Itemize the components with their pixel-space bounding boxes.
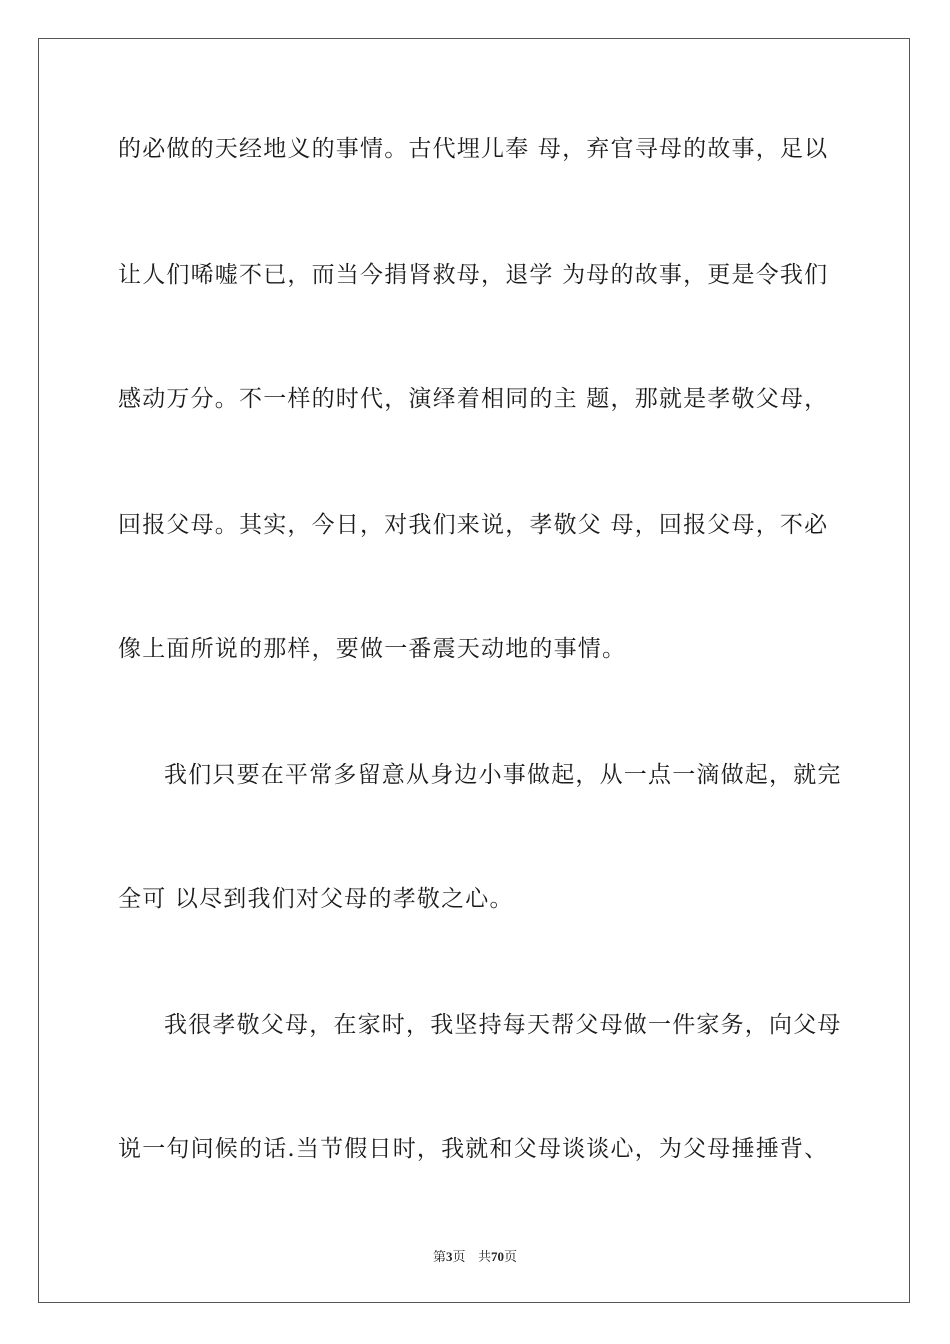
text-line-7: 全可 以尽到我们对父母的孝敬之心。 (118, 886, 514, 912)
text-line-2: 让人们唏嘘不已，而当今捐肾救母，退学 为母的故事，更是令我们 (118, 262, 829, 288)
page-border (38, 38, 910, 1303)
text-line-5: 像上面所说的那样，要做一番震天动地的事情。 (118, 636, 627, 662)
text-line-4: 回报父母。其实，今日，对我们来说，孝敬父 母，回报父母，不必 (118, 512, 829, 538)
text-line-9: 说一句问候的话.当节假日时，我就和父母谈谈心，为父母捶捶背、 (118, 1136, 829, 1162)
text-line-3: 感动万分。不一样的时代，演绎着相同的主 题，那就是孝敬父母， (118, 386, 829, 412)
text-line-6: 我们只要在平常多留意从身边小事做起，从一点一滴做起，就完 (164, 762, 842, 788)
page-suffix: 页 (452, 1250, 466, 1265)
total-prefix: 共 (477, 1250, 491, 1265)
page-prefix: 第 (433, 1250, 447, 1265)
text-line-1: 的必做的天经地义的事情。古代埋儿奉 母，弃官寻母的故事，足以 (118, 136, 829, 162)
total-suffix: 页 (503, 1250, 517, 1265)
total-pages: 70 (490, 1249, 504, 1264)
page-number: 3 (446, 1249, 453, 1264)
text-line-8: 我很孝敬父母，在家时，我坚持每天帮父母做一件家务，向父母 (164, 1012, 842, 1038)
page-footer (0, 1248, 950, 1267)
